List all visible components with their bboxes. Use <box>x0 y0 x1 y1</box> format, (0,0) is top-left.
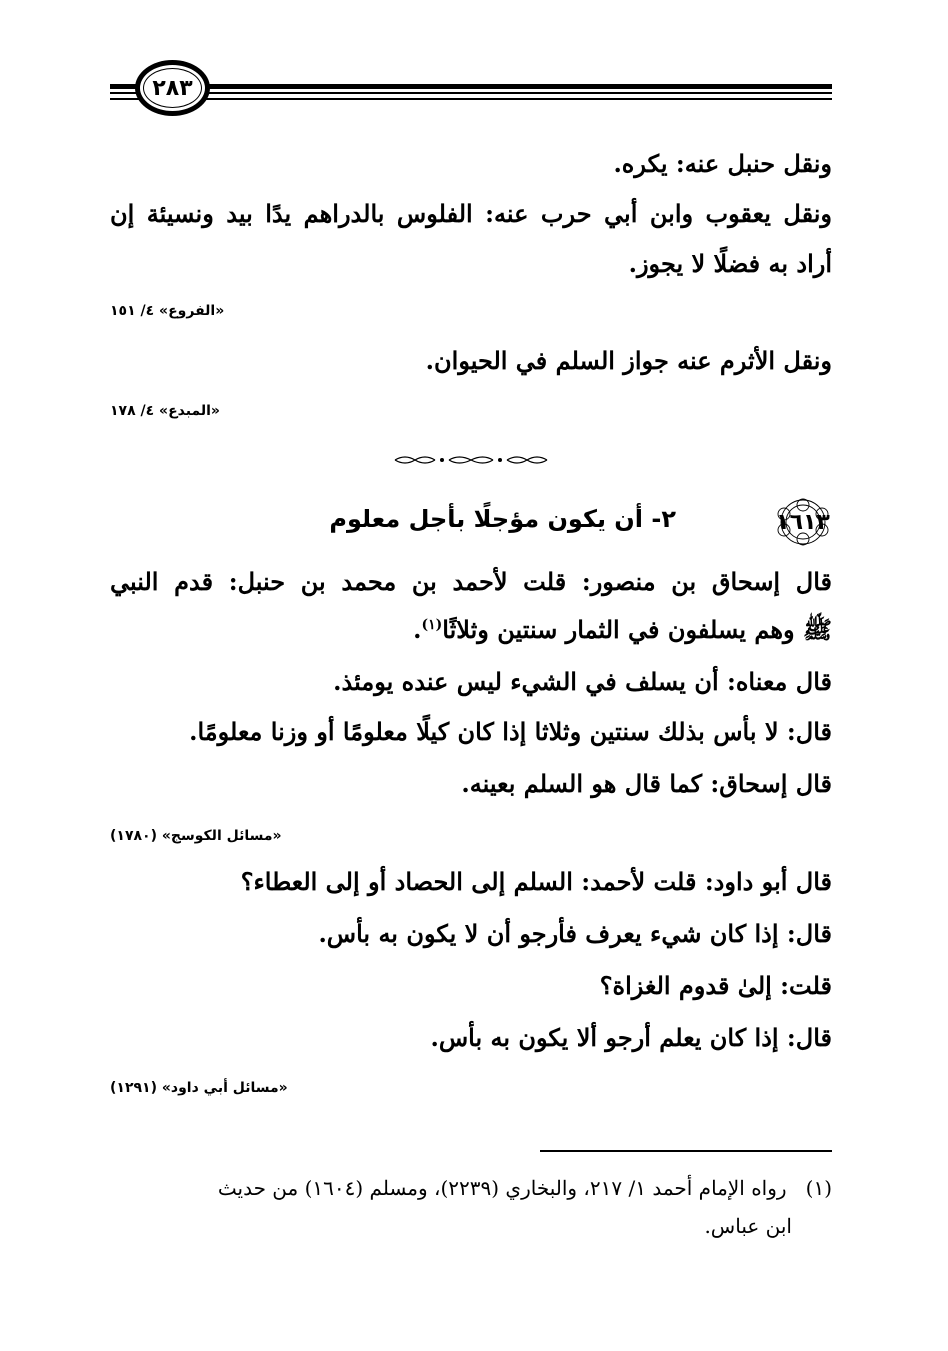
section-badge <box>768 497 838 547</box>
page-number-text: ٢٨٣ <box>152 75 193 101</box>
section-heading: ٢- أن يكون مؤجلًا بأجل معلوم <box>329 505 676 533</box>
text-line: أراد به فضلًا لا يجوز. <box>628 249 832 278</box>
source-citation: «الفروع» ٤/ ١٥١ <box>110 303 225 319</box>
source-citation: «مسائل أبي داود» (١٢٩١) <box>110 1080 288 1096</box>
footnote-line <box>218 1176 832 1200</box>
speaker-label: قال <box>795 667 832 696</box>
header-rule <box>110 84 832 89</box>
text-line: ونقل الأثرم عنه جواز السلم في الحيوان. <box>425 346 832 375</box>
header-rule <box>110 98 832 100</box>
text-line: ونقل حنبل عنه: يكره. <box>613 149 832 178</box>
text-segment: ﷺ وهم يسلفون في الثمار سنتين وثلاثًا <box>442 615 832 644</box>
text-segment: : لا بأس بذلك سنتين وثلاثا إذا كان كيلًا معلومًا أو وزنا معلومًا. <box>189 717 796 746</box>
footnote-marker: (١) <box>805 1176 832 1200</box>
ornament-divider <box>393 452 549 468</box>
text-line: ونقل يعقوب وابن أبي حرب عنه: الفلوس بالدراهم يدًا بيد ونسيئة إن <box>110 199 832 228</box>
text-segment: : إذا كان يعلم أرجو ألا يكون به بأس. <box>430 1023 796 1052</box>
speaker-label: قال إسحاق <box>719 769 832 798</box>
text-line: قال أبو داود: قلت لأحمد: السلم إلى الحصاد أو إلى العطاء؟ <box>240 867 832 896</box>
text-line <box>461 770 832 799</box>
text-line <box>189 718 832 747</box>
footnote-rule <box>540 1150 832 1152</box>
footnote-ref: (١) <box>421 617 443 633</box>
text-line: قلت: إلىٰ قدوم الغزاة؟ <box>599 971 832 1000</box>
text-segment: : كما قال هو السلم بعينه. <box>461 769 720 798</box>
footnote-line: ابن عباس. <box>704 1214 792 1238</box>
text-line <box>318 920 832 949</box>
speaker-label: قال <box>795 1023 832 1052</box>
source-citation: «المبدع» ٤/ ١٧٨ <box>110 403 220 419</box>
text-line: قال إسحاق بن منصور: قلت لأحمد بن محمد بن حنبل: قدم النبي <box>110 567 832 596</box>
text-line <box>431 1024 833 1053</box>
text-line <box>413 616 832 645</box>
text-segment: معناه: أن يسلف في الشيء ليس عنده يومئذ. <box>333 667 796 696</box>
header-rule <box>110 92 832 94</box>
speaker-label: قال <box>795 919 832 948</box>
text-line <box>333 668 832 697</box>
section-number: ١٦١٣ <box>776 509 830 535</box>
source-citation: «مسائل الكوسج» (١٧٨٠) <box>110 828 282 844</box>
speaker-label: قال <box>795 717 832 746</box>
page-number <box>135 60 210 116</box>
text-segment: . <box>413 615 422 644</box>
page-header <box>0 0 948 140</box>
text-segment: : إذا كان شيء يعرف فأرجو أن لا يكون به بأس. <box>318 919 796 948</box>
footnote-text: رواه الإمام أحمد ١/ ٢١٧، والبخاري (٢٢٣٩)، ومسلم (١٦٠٤) من حديث <box>217 1176 787 1200</box>
